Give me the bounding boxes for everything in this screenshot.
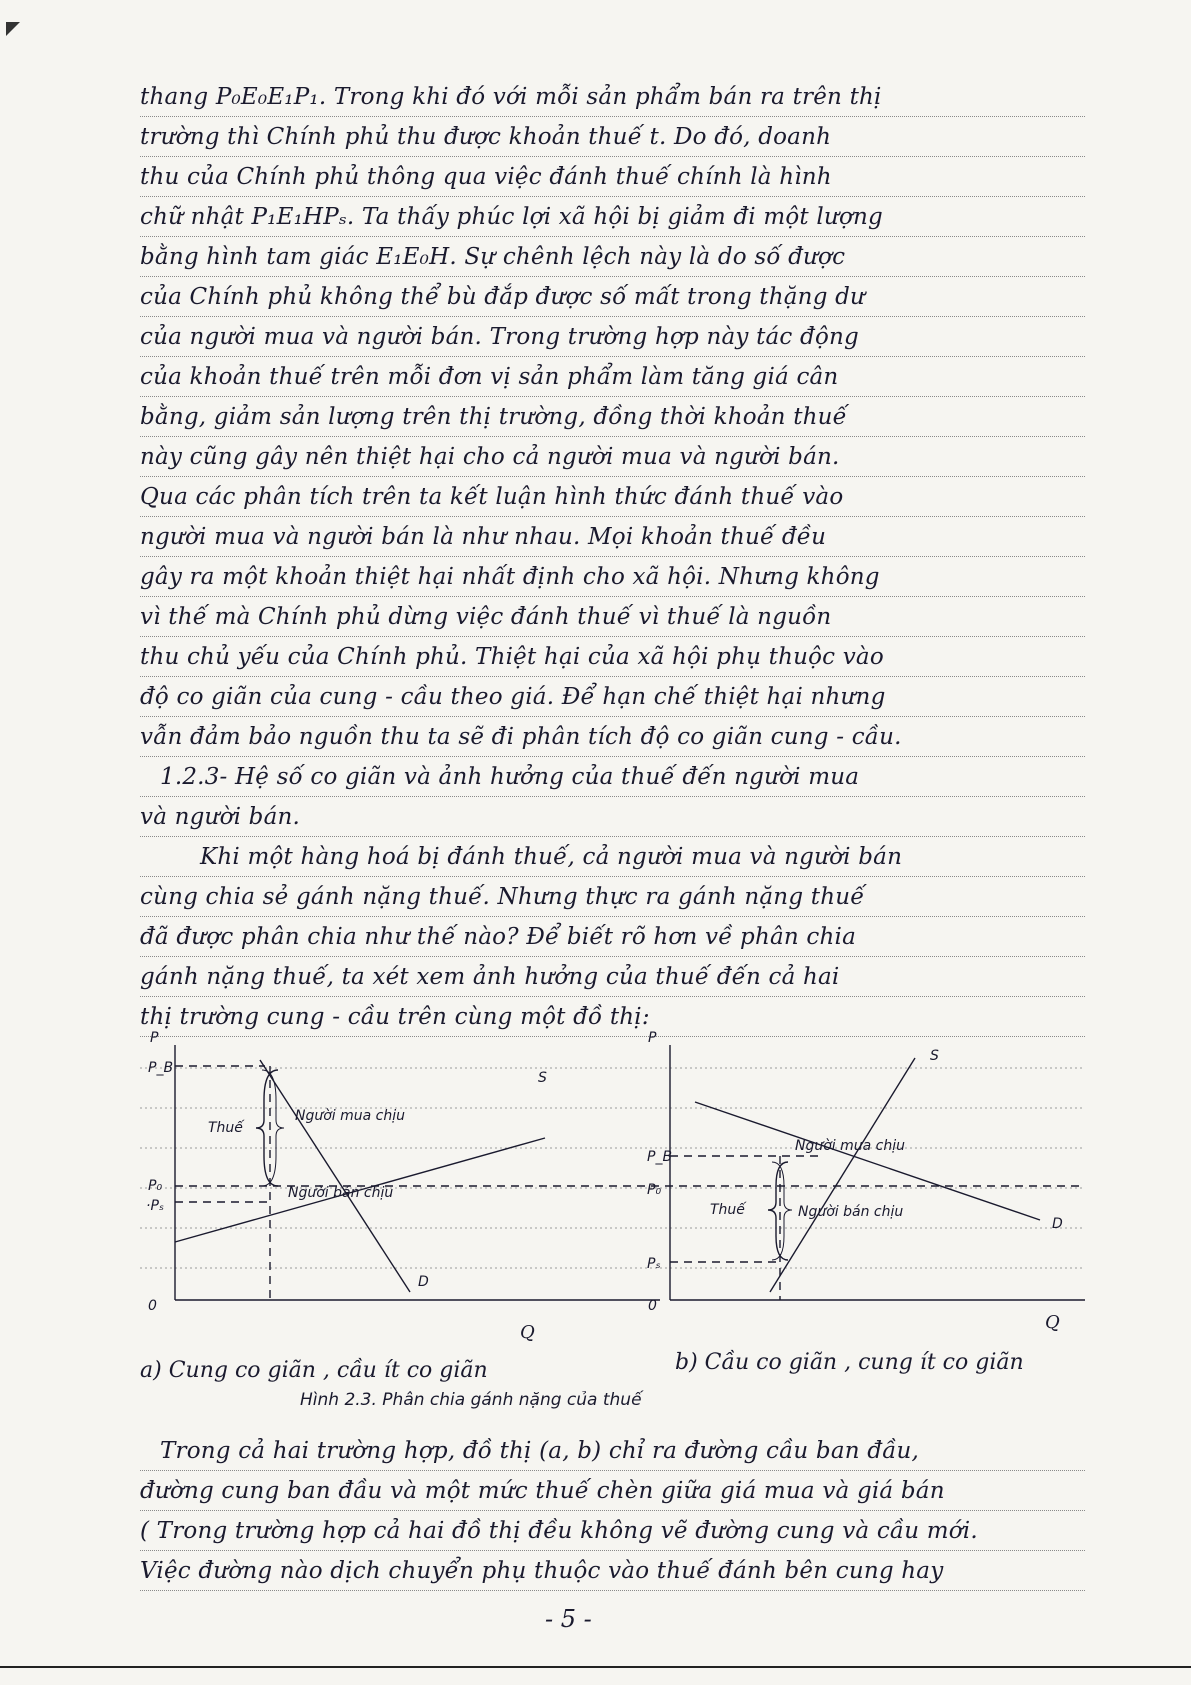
text-line: gánh nặng thuế, ta xét xem ảnh hưởng của thuế đến cả hai xyxy=(140,958,1085,997)
corner-triangle-icon xyxy=(6,22,20,36)
section-heading: 1.2.3- Hệ số co giãn và ảnh hưởng của thuế đến người mua xyxy=(140,758,1085,797)
text-line: bằng hình tam giác E₁E₀H. Sự chênh lệch này là do số được xyxy=(140,238,1085,277)
figure-a-q-axis-label: Q xyxy=(520,1322,535,1343)
text-line: Việc đường nào dịch chuyển phụ thuộc vào thuế đánh bên cung hay xyxy=(140,1552,1085,1591)
text-line: Qua các phân tích trên ta kết luận hình thức đánh thuế vào xyxy=(140,478,1085,517)
text-line: của người mua và người bán. Trong trường hợp này tác động xyxy=(140,318,1085,357)
text-line: này cũng gây nên thiệt hại cho cả người mua và người bán. xyxy=(140,438,1085,477)
text-line: của Chính phủ không thể bù đắp được số mất trong thặng dư xyxy=(140,278,1085,317)
figure-a-pb-label: P_B xyxy=(148,1060,174,1076)
text-line: chữ nhật P₁E₁HPₛ. Ta thấy phúc lợi xã hội bị giảm đi một lượng xyxy=(140,198,1085,237)
footer-rule xyxy=(0,1666,1191,1668)
figure-b-demand-curve xyxy=(695,1102,1040,1220)
caption-b: b) Cầu co giãn , cung ít co giãn xyxy=(675,1350,1024,1375)
text-line: thị trường cung - cầu trên cùng một đồ thị: xyxy=(140,998,1085,1037)
figure-b-s-label: S xyxy=(930,1048,939,1064)
figure-b-buyer-label: Người mua chịu xyxy=(795,1138,906,1154)
figure-b-tax-label: Thuế xyxy=(710,1202,745,1218)
figure-b-pb-label: P_B xyxy=(647,1149,673,1165)
text-line: Khi một hàng hoá bị đánh thuế, cả người mua và người bán xyxy=(140,838,1085,877)
figure-b-d-label: D xyxy=(1052,1216,1063,1232)
tax-incidence-diagrams xyxy=(140,1030,1085,1320)
text-line: ( Trong trường hợp cả hai đồ thị đều không vẽ đường cung và cầu mới. xyxy=(140,1512,1085,1551)
text-line: đường cung ban đầu và một mức thuế chèn giữa giá mua và giá bán xyxy=(140,1472,1085,1511)
figure-b-p-label: P xyxy=(648,1030,657,1046)
figure-b-ps-label: Pₛ xyxy=(647,1256,661,1272)
figure-a-s-label: S xyxy=(538,1070,547,1086)
text-line: thu của Chính phủ thông qua việc đánh thuế chính là hình xyxy=(140,158,1085,197)
figure-a-d-label: D xyxy=(418,1274,429,1290)
figure-a-tax-brace xyxy=(256,1070,278,1186)
figures-area xyxy=(140,1030,1085,1320)
section-heading-cont: và người bán. xyxy=(140,798,1085,837)
figure-a-buyer-label: Người mua chịu xyxy=(295,1108,406,1124)
figure-b-q-axis-label: Q xyxy=(1045,1312,1060,1333)
text-line: thu chủ yếu của Chính phủ. Thiệt hại của xã hội phụ thuộc vào xyxy=(140,638,1085,677)
caption-a: a) Cung co giãn , cầu ít co giãn xyxy=(140,1358,488,1383)
figure-title: Hình 2.3. Phân chia gánh nặng của thuế xyxy=(300,1390,642,1410)
text-line: vì thế mà Chính phủ dừng việc đánh thuế vì thuế là nguồn xyxy=(140,598,1085,637)
figure-b xyxy=(670,1045,1085,1300)
figure-a xyxy=(175,1045,1085,1300)
text-line: người mua và người bán là như nhau. Mọi khoản thuế đều xyxy=(140,518,1085,557)
text-line: đã được phân chia như thế nào? Để biết rõ hơn về phân chia xyxy=(140,918,1085,957)
text-line: gây ra một khoản thiệt hại nhất định cho xã hội. Nhưng không xyxy=(140,558,1085,597)
figure-a-origin-label: 0 xyxy=(148,1298,157,1314)
text-line: của khoản thuế trên mỗi đơn vị sản phẩm làm tăng giá cân xyxy=(140,358,1085,397)
figure-b-p0-label: P₀ xyxy=(647,1182,662,1198)
figure-b-supply-curve xyxy=(770,1058,915,1292)
figure-a-ps-label: ·Pₛ xyxy=(146,1198,165,1214)
figure-a-dashed-levels xyxy=(175,1066,1085,1300)
text-line: cùng chia sẻ gánh nặng thuế. Nhưng thực ra gánh nặng thuế xyxy=(140,878,1085,917)
figure-b-tax-brace xyxy=(768,1162,788,1260)
text-line: Trong cả hai trường hợp, đồ thị (a, b) chỉ ra đường cầu ban đầu, xyxy=(140,1432,1085,1471)
page-number: - 5 - xyxy=(545,1605,592,1633)
text-line: bằng, giảm sản lượng trên thị trường, đồng thời khoản thuế xyxy=(140,398,1085,437)
text-line: thang P₀E₀E₁P₁. Trong khi đó với mỗi sản phẩm bán ra trên thị xyxy=(140,78,1085,117)
figure-a-seller-label: Người bán chịu xyxy=(288,1185,394,1201)
figure-a-p-label: P xyxy=(150,1030,159,1046)
figure-a-p0-label: P₀ xyxy=(148,1178,163,1194)
figure-b-seller-label: Người bán chịu xyxy=(798,1204,904,1220)
figure-a-tax-label: Thuế xyxy=(208,1120,243,1136)
text-line: độ co giãn của cung - cầu theo giá. Để hạn chế thiệt hại nhưng xyxy=(140,678,1085,717)
figure-b-origin-label: 0 xyxy=(648,1298,657,1314)
text-line: vẫn đảm bảo nguồn thu ta sẽ đi phân tích độ co giãn cung - cầu. xyxy=(140,718,1085,757)
text-line: trường thì Chính phủ thu được khoản thuế t. Do đó, doanh xyxy=(140,118,1085,157)
figure-a-demand-curve xyxy=(260,1060,410,1292)
